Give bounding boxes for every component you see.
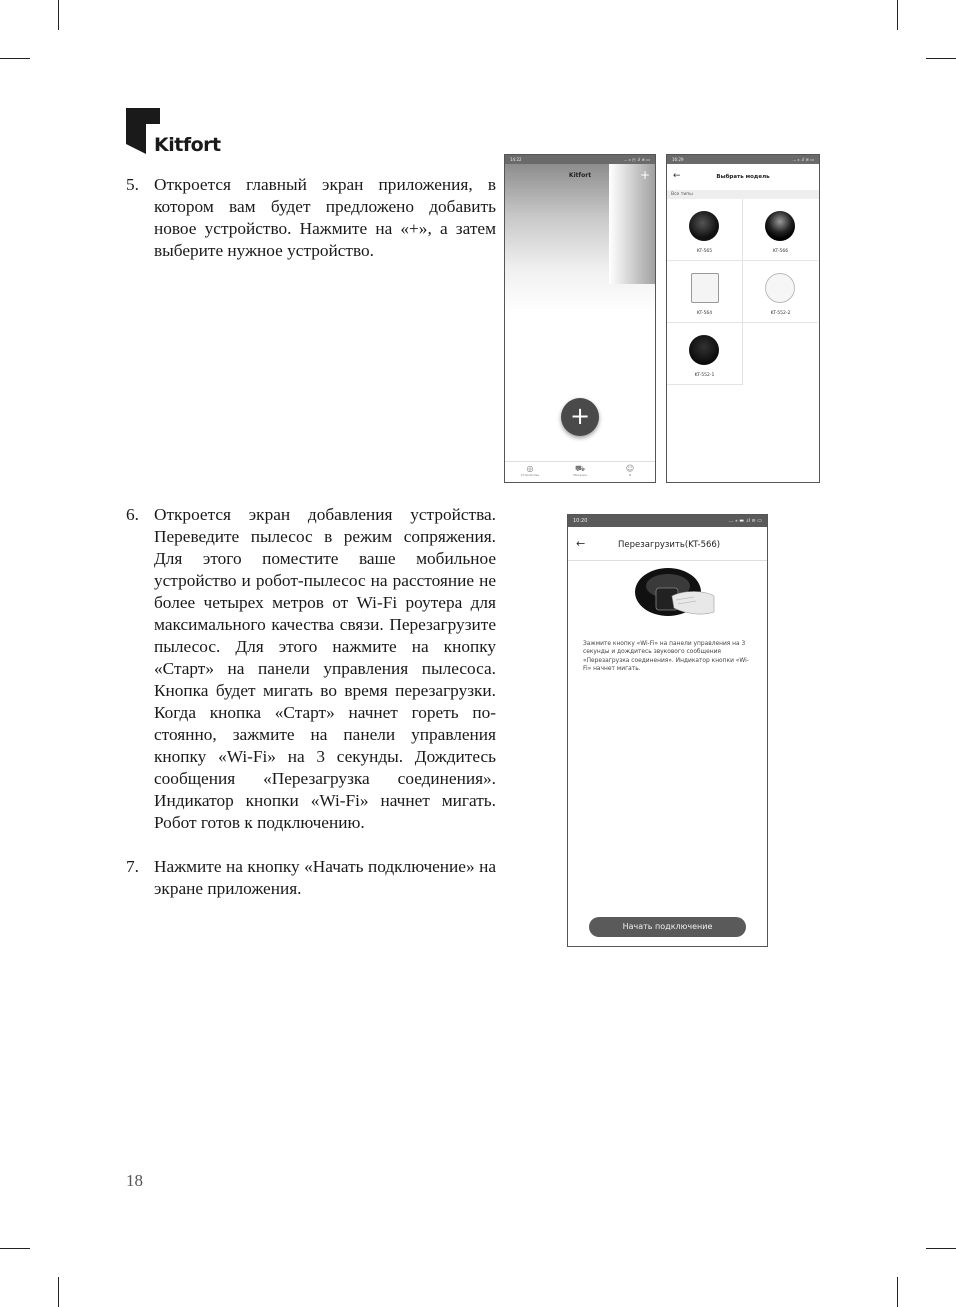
crop-mark bbox=[0, 58, 30, 59]
model-label: KT-552-2 bbox=[770, 311, 791, 316]
robot-wifi-button-image bbox=[634, 566, 716, 620]
crop-mark bbox=[58, 1277, 59, 1307]
logo-text: Kitfort bbox=[154, 134, 221, 156]
robot-vacuum-icon bbox=[689, 335, 719, 365]
step-5 bbox=[126, 174, 496, 262]
crop-mark bbox=[897, 0, 898, 30]
model-card[interactable] bbox=[743, 261, 818, 323]
status-icons: ... ⁎ .ıl ≋ ▭ bbox=[792, 157, 814, 162]
robot-vacuum-icon bbox=[765, 211, 795, 241]
nav-item-shop[interactable] bbox=[560, 465, 600, 478]
model-label: KT-564 bbox=[696, 311, 713, 316]
status-time: 10:20 bbox=[573, 518, 588, 524]
app-title: Kitfort bbox=[568, 172, 592, 179]
screen-header bbox=[667, 164, 819, 190]
reboot-screen bbox=[567, 514, 768, 947]
status-bar bbox=[505, 155, 655, 164]
crop-mark bbox=[897, 1277, 898, 1307]
step-number: 5. bbox=[126, 175, 139, 194]
robot-vacuum-icon bbox=[689, 211, 719, 241]
model-card[interactable] bbox=[667, 199, 743, 261]
crop-mark bbox=[926, 1248, 956, 1249]
category-label: Все типы bbox=[667, 190, 819, 199]
nav-item-profile[interactable] bbox=[610, 465, 650, 478]
crop-mark bbox=[58, 0, 59, 30]
nav-label: Я bbox=[628, 473, 632, 477]
profile-icon: ☺ bbox=[625, 464, 635, 473]
divider bbox=[568, 560, 767, 561]
step-text: Нажмите на кнопку «Начать подключение» на экране приложения. bbox=[154, 857, 496, 898]
model-card[interactable] bbox=[743, 199, 818, 261]
back-arrow-icon[interactable]: ← bbox=[576, 537, 586, 550]
step-text: Откроется экран добавления устройства. Переведите пылесос в режим сопряжения. Для этого поместите ваше мобильное устройство и робот-пылесос на расстояние не более четырех метров от Wi-Fi роутера для максимального качества связи. Перезагрузите пылесос. Для этого нажмите на кнопку «Старт» на панели управления пылесоса. Кнопка будет мигать во время перезагрузки. Когда кнопка «Старт» начнет гореть постоянно, зажмите на панели управления кнопку «Wi-Fi» на 3 секунды. Дождитесь сообщения «Перезагрузка соединения». Индикатор кнопки «Wi-Fi» начнет мигать. Робот готов к подключению. bbox=[154, 505, 496, 832]
select-model-screen bbox=[666, 154, 820, 483]
nav-item-devices[interactable] bbox=[510, 465, 550, 478]
status-time: 14:22 bbox=[510, 157, 522, 162]
crop-mark bbox=[0, 1248, 30, 1249]
model-card[interactable] bbox=[667, 323, 743, 385]
nav-label: Магазин bbox=[573, 473, 587, 477]
model-card[interactable] bbox=[667, 261, 743, 323]
screen-title: Перезагрузить(KT-566) bbox=[618, 540, 721, 550]
nav-label: Устройства bbox=[521, 473, 539, 477]
screen-title: Выбрать модель bbox=[716, 174, 770, 180]
model-label: KT-552-1 bbox=[694, 373, 715, 378]
crop-mark bbox=[926, 58, 956, 59]
step-number: 7. bbox=[126, 857, 139, 876]
page-number: 18 bbox=[126, 1171, 143, 1190]
hero-building bbox=[609, 164, 655, 284]
step-text: Откроется главный экран приложения, в котором вам будет предложено добавить новое устройство. Нажмите на «+», а затем выберите нужное устройство. bbox=[154, 175, 496, 260]
instruction-text: Зажмите кнопку «Wi-Fi» на панели управления на 3 секунды и дождитесь звукового сообщения «Перезагрузка соединения». Индикатор кнопки «Wi-Fi» начнет мигать. bbox=[583, 641, 749, 672]
devices-icon: ◎ bbox=[526, 464, 534, 473]
step-6 bbox=[126, 504, 496, 834]
add-device-button[interactable]: + bbox=[561, 398, 599, 436]
status-bar bbox=[568, 515, 767, 527]
brand-logo bbox=[126, 108, 226, 158]
step-7 bbox=[126, 856, 496, 900]
step-number: 6. bbox=[126, 505, 139, 524]
model-label: KT-566 bbox=[772, 249, 789, 254]
robot-vacuum-icon bbox=[765, 273, 795, 303]
window-robot-icon bbox=[691, 273, 719, 303]
status-icons: ... ⁎ ▬ .ıl ≋ ▭ bbox=[728, 518, 762, 524]
app-main-screen bbox=[504, 154, 656, 483]
cart-icon: ⛟ bbox=[574, 464, 586, 473]
status-icons: ... ⁎ ◷ .ıl ≋ ▭ bbox=[623, 157, 650, 162]
bottom-nav bbox=[505, 461, 655, 482]
status-time: 16:29 bbox=[672, 157, 684, 162]
model-label: KT-565 bbox=[696, 249, 713, 254]
back-arrow-icon[interactable]: ← bbox=[673, 171, 681, 181]
start-connection-button[interactable]: Начать подключение bbox=[589, 917, 746, 937]
status-bar bbox=[667, 155, 819, 164]
add-device-top-button[interactable]: + bbox=[639, 168, 650, 182]
